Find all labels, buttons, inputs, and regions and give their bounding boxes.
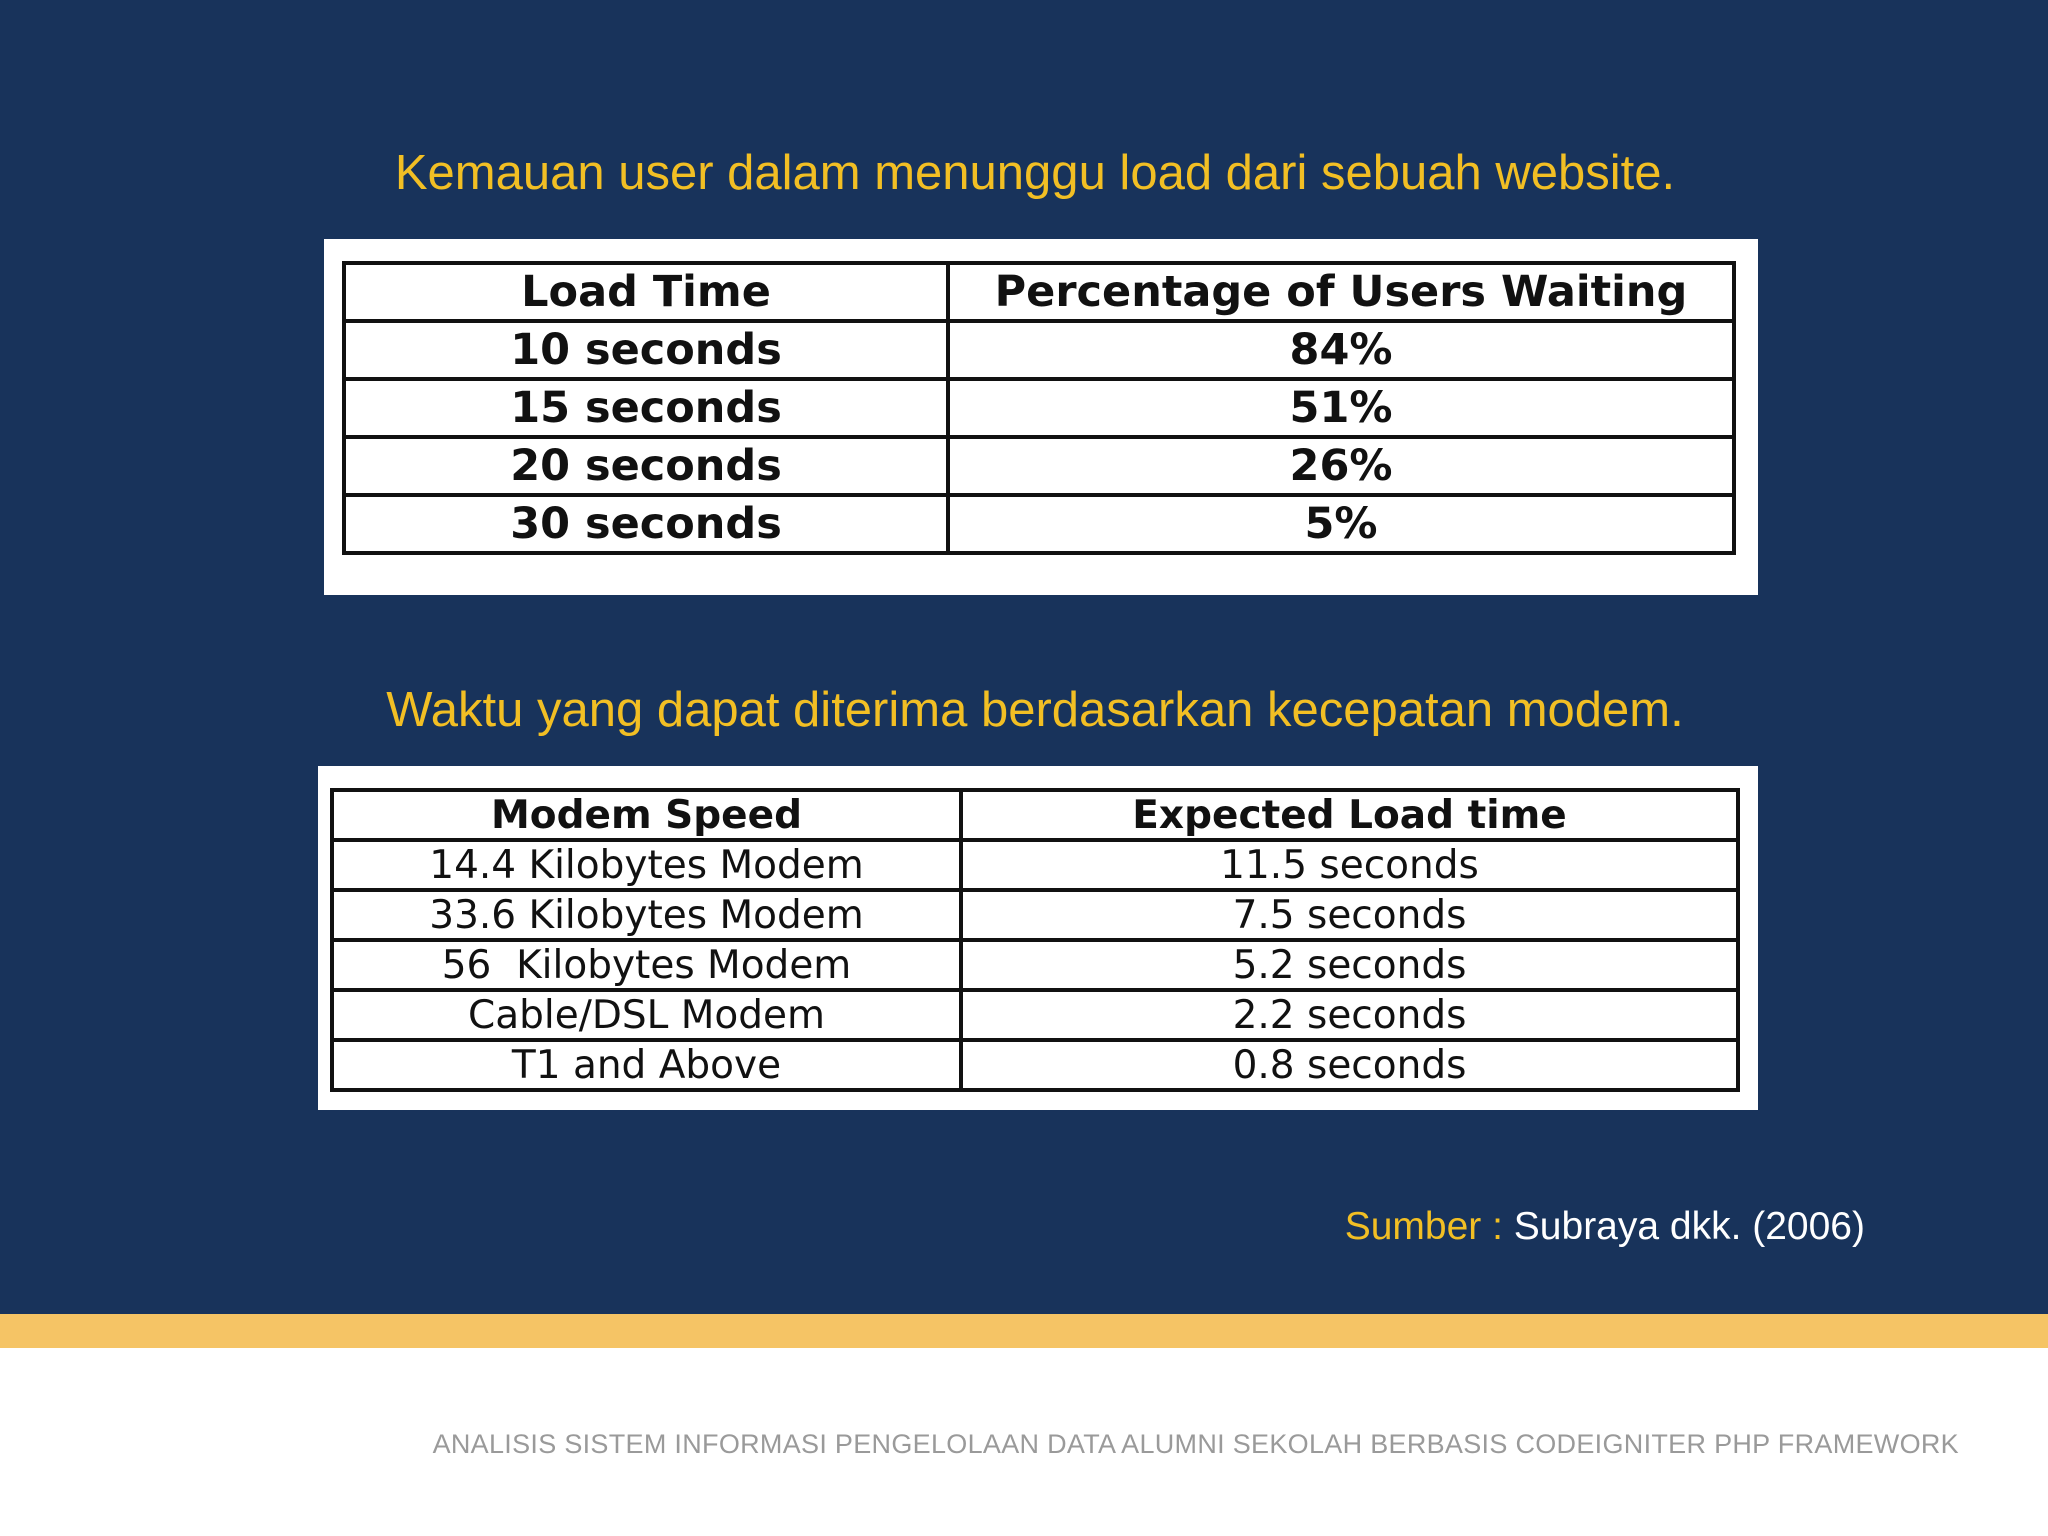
table-row [332, 840, 1738, 890]
cell-modem-speed: 33.6 Kilobytes Modem [332, 890, 961, 940]
table-row [332, 990, 1738, 1040]
accent-bar [0, 1314, 2048, 1348]
header-load-time: Load Time [344, 263, 948, 321]
modem-speed-table-card [318, 766, 1758, 1110]
cell-expected-load-time: 5.2 seconds [961, 940, 1738, 990]
modem-speed-table [330, 788, 1740, 1092]
table-header-row [332, 790, 1738, 840]
source-citation [1345, 1205, 1865, 1249]
cell-modem-speed: Cable/DSL Modem [332, 990, 961, 1040]
load-time-table [342, 261, 1736, 555]
load-time-table-card [324, 239, 1758, 595]
table-row [344, 379, 1734, 437]
table-row [332, 940, 1738, 990]
header-modem-speed: Modem Speed [332, 790, 961, 840]
cell-load-time: 30 seconds [344, 495, 948, 553]
cell-modem-speed: T1 and Above [332, 1040, 961, 1090]
cell-expected-load-time: 11.5 seconds [961, 840, 1738, 890]
cell-percentage: 84% [948, 321, 1734, 379]
source-value: Subraya dkk. (2006) [1513, 1205, 1865, 1248]
cell-expected-load-time: 7.5 seconds [961, 890, 1738, 940]
cell-expected-load-time: 2.2 seconds [961, 990, 1738, 1040]
cell-modem-speed: 56 Kilobytes Modem [332, 940, 961, 990]
table-row [332, 1040, 1738, 1090]
table-row [344, 495, 1734, 553]
cell-load-time: 15 seconds [344, 379, 948, 437]
cell-load-time: 10 seconds [344, 321, 948, 379]
heading-modem-speed: Waktu yang dapat diterima berdasarkan kecepatan modem. [386, 683, 1684, 737]
cell-percentage: 26% [948, 437, 1734, 495]
header-expected-load-time: Expected Load time [961, 790, 1738, 840]
table-header-row [344, 263, 1734, 321]
cell-expected-load-time: 0.8 seconds [961, 1040, 1738, 1090]
table-row [344, 321, 1734, 379]
cell-percentage: 51% [948, 379, 1734, 437]
table-row [332, 890, 1738, 940]
heading-load-time: Kemauan user dalam menunggu load dari sebuah website. [394, 146, 1676, 200]
header-percentage-waiting: Percentage of Users Waiting [948, 263, 1734, 321]
cell-modem-speed: 14.4 Kilobytes Modem [332, 840, 961, 890]
source-label: Sumber : [1344, 1205, 1514, 1248]
cell-percentage: 5% [948, 495, 1734, 553]
cell-load-time: 20 seconds [344, 437, 948, 495]
table-row [344, 437, 1734, 495]
footer-title: ANALISIS SISTEM INFORMASI PENGELOLAAN DATA ALUMNI SEKOLAH BERBASIS CODEIGNITER PHP FRAMEWORK [432, 1429, 1959, 1459]
